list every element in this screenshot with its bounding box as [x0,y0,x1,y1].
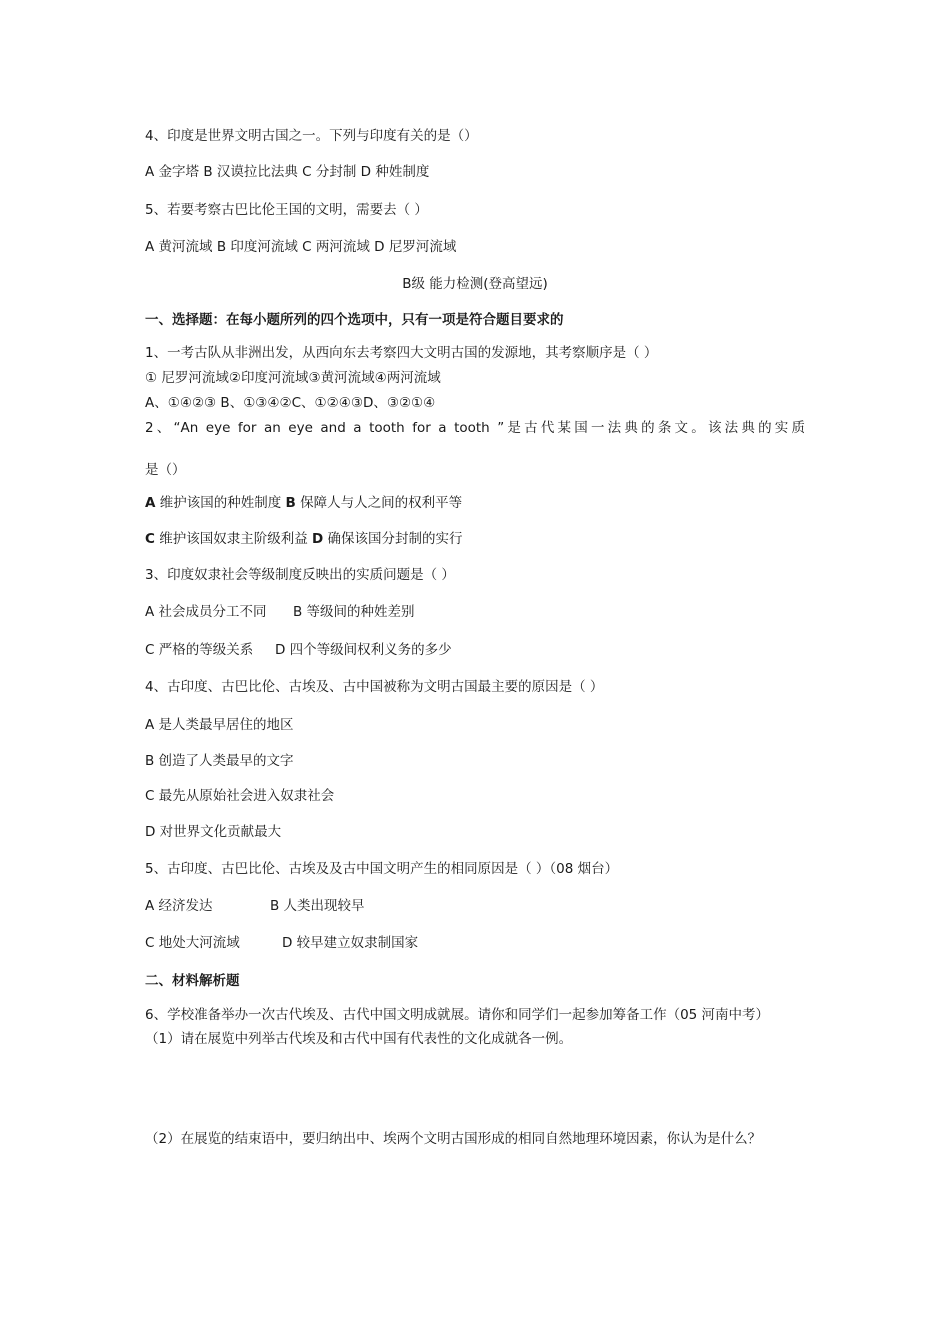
b-q4-option-c: C 最先从原始社会进入奴隶社会 [145,788,335,804]
option-letter: C [145,531,155,547]
b-q1-options: A、①④②③ B、①③④②C、①②④③D、③②①④ [145,395,436,411]
option-text: 确保该国分封制的实行 [323,531,463,547]
b-q3-stem: 3、印度奴隶社会等级制度反映出的实质问题是（ ） [145,567,455,583]
a-q5-stem: 5、若要考察古巴比伦王国的文明，需要去（ ） [145,202,428,218]
section1-title: 一、选择题：在每小题所列的四个选项中，只有一项是符合题目要求的 [145,312,564,328]
option-b: B 等级间的种姓差别 [293,604,415,620]
b-q2-stem-line2: 是（） [145,462,186,478]
b-q6-sub1: （1）请在展览中列举古代埃及和古代中国有代表性的文化成就各一例。 [145,1031,573,1047]
b-q4-option-b: B 创造了人类最早的文字 [145,753,294,769]
option-text: 维护该国的种姓制度 [155,495,286,511]
section-b-heading: B级 能力检测(登高望远) [402,276,548,292]
b-q4-stem: 4、古印度、古巴比伦、古埃及、古中国被称为文明古国最主要的原因是（ ） [145,679,604,695]
option-d: D 较早建立奴隶制国家 [282,935,419,951]
option-d: D 四个等级间权利义务的多少 [275,642,452,658]
b-q5-stem: 5、古印度、古巴比伦、古埃及及古中国文明产生的相同原因是（ ）（08 烟台） [145,861,619,877]
b-q1-stem: 1、一考古队从非洲出发，从西向东去考察四大文明古国的发源地，其考察顺序是（ ） [145,345,658,361]
b-q1-items: ① 尼罗河流域②印度河流域③黄河流域④两河流域 [145,370,441,386]
b-q6-stem: 6、学校准备举办一次古代埃及、古代中国文明成就展。请你和同学们一起参加筹备工作（05 河南中考） [145,1007,770,1023]
option-letter: B [285,495,296,511]
option-c: C 地处大河流域 [145,935,240,951]
b-q4-option-d: D 对世界文化贡献最大 [145,824,282,840]
b-q2-options-row1 [145,494,462,512]
b-q5-options-row1 [145,897,365,915]
b-q4-option-a: A 是人类最早居住的地区 [145,717,294,733]
b-q3-options-row1 [145,603,415,621]
option-text: 保障人与人之间的权利平等 [295,495,463,511]
option-text: 维护该国奴隶主阶级利益 [154,531,313,547]
a-q4-options: A 金字塔 B 汉谟拉比法典 C 分封制 D 种姓制度 [145,164,430,180]
b-q2-stem-line1: 2、“An eye for an eye and a tooth for a tooth ”是古代某国一法典的条文。该法典的实质 [145,420,805,436]
option-b: B 人类出现较早 [270,898,365,914]
a-q5-options: A 黄河流域 B 印度河流域 C 两河流域 D 尼罗河流域 [145,239,457,255]
b-q6-sub2: （2）在展览的结束语中，要归纳出中、埃两个文明古国形成的相同自然地理环境因素，你认为是什么？ [145,1131,762,1147]
a-q4-stem: 4、印度是世界文明古国之一。下列与印度有关的是（） [145,128,478,144]
option-c: C 严格的等级关系 [145,642,254,658]
b-q5-options-row2 [145,934,418,952]
option-letter: A [145,495,156,511]
option-a: A 社会成员分工不同 [145,604,267,620]
b-q3-options-row2 [145,641,452,659]
option-letter: D [312,531,324,547]
option-a: A 经济发达 [145,898,213,914]
b-q2-options-row2 [145,530,463,548]
section2-title: 二、材料解析题 [145,973,240,989]
